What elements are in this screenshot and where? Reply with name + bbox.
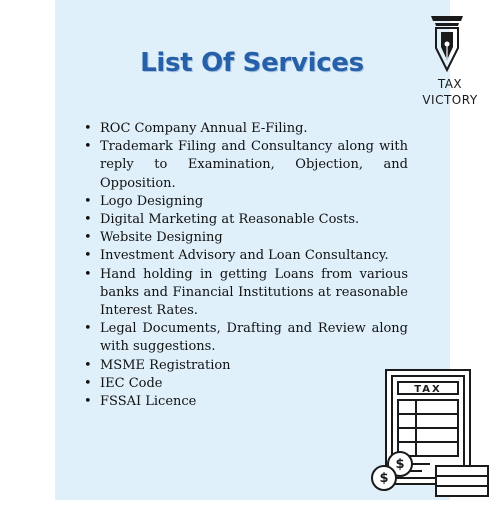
list-item: • Logo Designing bbox=[80, 193, 408, 211]
list-item: • ROC Company Annual E-Filing. bbox=[80, 120, 408, 138]
list-item: • Legal Documents, Drafting and Review along with suggestions. bbox=[80, 320, 408, 356]
logo-text-line1: TAX bbox=[437, 77, 463, 91]
services-list bbox=[80, 120, 408, 411]
svg-text:$: $ bbox=[395, 457, 405, 472]
tax-form-with-coins-icon bbox=[364, 368, 494, 500]
list-item: • FSSAI Licence bbox=[80, 393, 408, 411]
list-item: • Website Designing bbox=[80, 229, 408, 247]
fountain-pen-nib-icon bbox=[425, 14, 469, 72]
list-item: • Digital Marketing at Reasonable Costs. bbox=[80, 211, 408, 229]
list-item: • Investment Advisory and Loan Consultancy. bbox=[80, 247, 408, 265]
logo-text-line2: VICTORY bbox=[422, 93, 478, 107]
tax-form-label: TAX bbox=[414, 384, 442, 395]
list-item: • MSME Registration bbox=[80, 357, 408, 375]
list-item: • IEC Code bbox=[80, 375, 408, 393]
svg-text:$: $ bbox=[379, 471, 389, 486]
list-item: • Hand holding in getting Loans from various banks and Financial Institutions at reasonable Interest Rates. bbox=[80, 266, 408, 321]
page-title: List Of Services bbox=[140, 48, 364, 78]
list-item: • Trademark Filing and Consultancy along with reply to Examination, Objection, and Opposition. bbox=[80, 138, 408, 193]
tax-victory-logo bbox=[405, 14, 495, 114]
